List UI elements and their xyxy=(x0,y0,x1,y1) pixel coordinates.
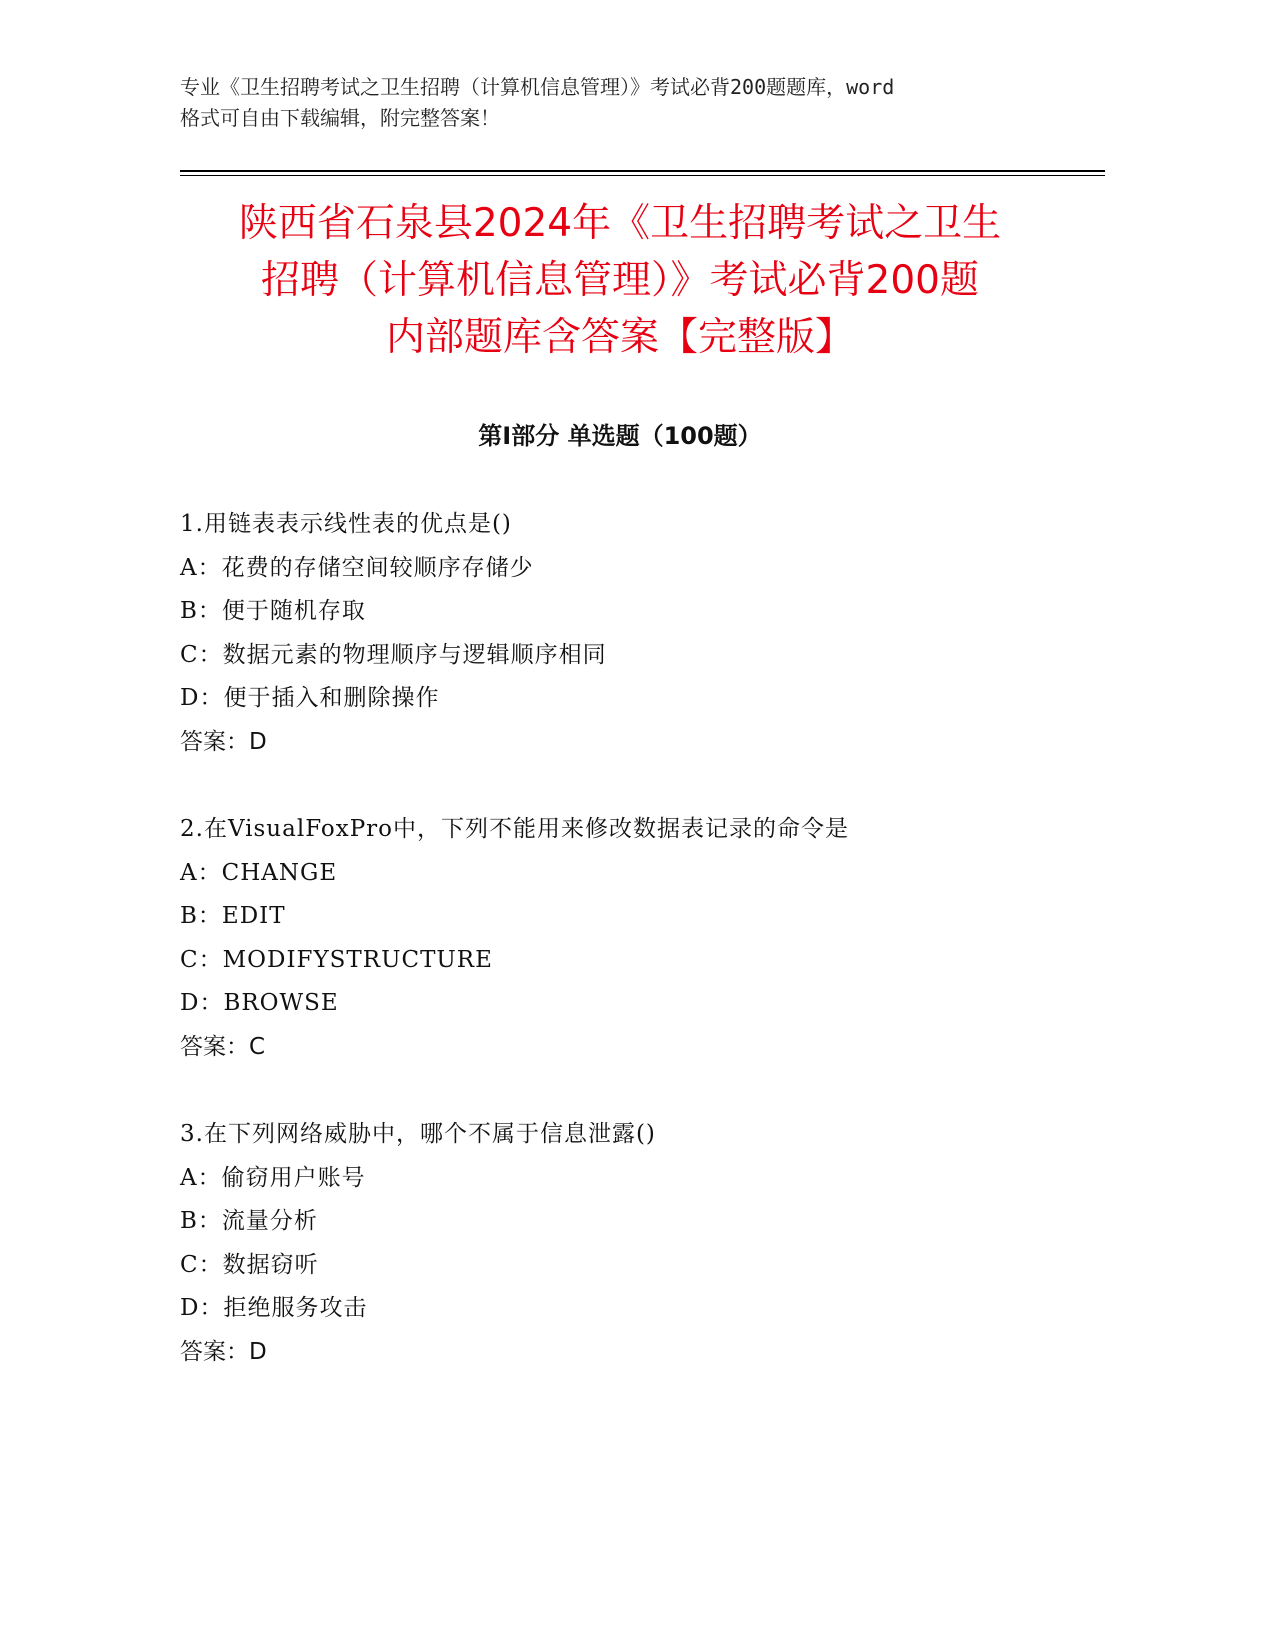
document-title-line-3: 内部题库含答案【完整版】 xyxy=(385,315,854,360)
header-divider-thin xyxy=(180,175,1105,176)
option-d: D：拒绝服务攻击 xyxy=(180,1295,368,1321)
question-stem: 3.在下列网络威胁中，哪个不属于信息泄露() xyxy=(180,1121,656,1147)
header-note-line-1: 专业《卫生招聘考试之卫生招聘（计算机信息管理）》考试必背200题题库，word xyxy=(180,75,895,99)
option-b: B：EDIT xyxy=(180,903,286,929)
header-divider-thick xyxy=(180,170,1105,172)
header-note xyxy=(180,72,1060,134)
answer-line: 答案：C xyxy=(180,1033,266,1060)
header-note-line-2: 格式可自由下载编辑，附完整答案！ xyxy=(180,106,500,130)
question-list xyxy=(180,503,1140,1418)
option-c: C：MODIFYSTRUCTURE xyxy=(180,946,493,973)
option-b: B：便于随机存取 xyxy=(180,598,366,624)
question-item xyxy=(180,1113,1140,1374)
option-c: C：数据元素的物理顺序与逻辑顺序相同 xyxy=(180,641,607,668)
question-item xyxy=(180,808,1140,1069)
section-heading: 第Ⅰ部分 单选题（100题） xyxy=(478,422,762,450)
option-d: D：便于插入和删除操作 xyxy=(180,685,440,711)
question-item xyxy=(180,503,1140,764)
option-d: D：BROWSE xyxy=(180,990,339,1016)
option-c: C：数据窃听 xyxy=(180,1251,319,1278)
document-title-line-2: 招聘（计算机信息管理）》考试必背200题 xyxy=(261,258,979,303)
option-a: A：CHANGE xyxy=(180,859,338,886)
document-title-line-1: 陕西省石泉县2024年《卫生招聘考试之卫生 xyxy=(238,201,1002,246)
option-a: A：花费的存储空间较顺序存储少 xyxy=(180,554,534,581)
question-stem: 1.用链表表示线性表的优点是() xyxy=(180,511,512,537)
question-stem: 2.在VisualFoxPro中，下列不能用来修改数据表记录的命令是 xyxy=(180,816,850,842)
option-a: A：偷窃用户账号 xyxy=(180,1164,366,1191)
option-b: B：流量分析 xyxy=(180,1208,318,1234)
answer-line: 答案：D xyxy=(180,1338,267,1365)
document-title xyxy=(150,195,1090,366)
answer-line: 答案：D xyxy=(180,728,267,755)
